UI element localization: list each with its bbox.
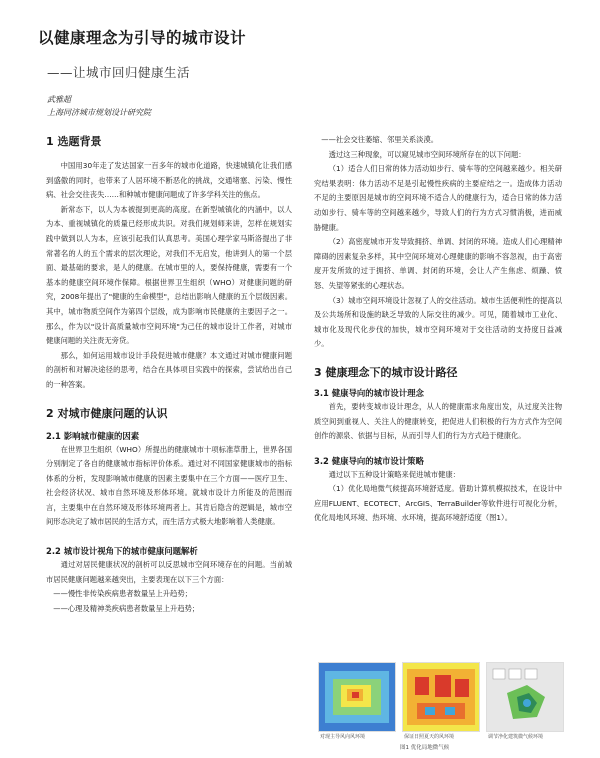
- figure-caption-left: 对现主导风向风环境: [320, 734, 366, 740]
- paragraph: 在世界卫生组织（WHO）所提出的健康城市十项标准草册上，世界各国分别制定了各自的健康城市指标评价体系。通过对不同国家健康城市的指标体系的分析，发现影响城市健康的因素主要集中在三个方面——医疗卫生、社会经济状况、城市自然环境及形体环境。就城市设计力所能及的范围而言，主要集中在自然环境及形体环境两者上。其肯后隐含的逻辑是，城市空间形态决定了城市居民的生活方式，而生活方式极大地影响着人类健康。: [46, 444, 292, 527]
- paragraph: 首先，要转变城市设计理念，从人的健康需求角度出发，从过度关注物质空间到重视人、关注人的健康转变，把促进人们积极的行为方式作为空间创作的源泉、依据与目标，从而引导人们的行为方式趋于健康化。: [314, 401, 562, 441]
- subsection-2-1-heading: 2.1 影响城市健康的因素: [46, 430, 140, 441]
- figure-caption-right: 调节净化建筑微气候环境: [488, 734, 544, 740]
- subsection-3-1-heading: 3.1 健康导向的城市设计理念: [314, 387, 424, 398]
- article-title: 以健康理念为引导的城市设计: [38, 29, 247, 47]
- figure-1: [318, 662, 564, 752]
- paragraph: 通过以下五种设计策略来促进城市健康：: [328, 469, 460, 479]
- paragraph: （1）优化局地微气候提高环境舒适度。借助计算机模拟技术，在设计中应用FLUENT、ECOTECT、ArcGIS、TerraBuilder等软件进行可视化分析，优化局地风环境、热环境、水环境，提高环境舒适度（图1）。: [314, 484, 562, 523]
- subsection-2-2-heading: 2.2 城市设计视角下的城市健康问题解析: [46, 546, 198, 557]
- figure-title: 图1 优化局地微气候: [400, 745, 450, 751]
- list-item: ——心理及精神类疾病患者数量呈上升趋势；: [53, 603, 200, 613]
- figure-caption-middle: 保证日照夏天的风环境: [404, 734, 455, 740]
- wind-simulation-image: [318, 662, 396, 732]
- list-item: ——社会交往萎缩、邻里关系淡漠。: [321, 135, 439, 144]
- sunlight-simulation-image: [402, 662, 480, 732]
- author-org: 上海同济城市规划设计研究院: [47, 108, 151, 117]
- paragraph: 那么，如何运用城市设计手段促进城市健康？本文通过对城市健康问题的剖析和对解决途径的思考，结合在具体项目实践中的探索，尝试给出自己的一种答案。: [46, 350, 292, 389]
- section-3-heading: 3 健康理念下的城市设计路径: [314, 365, 458, 379]
- left-column: [46, 135, 292, 616]
- author-block: [47, 93, 151, 119]
- paragraph: 透过这三种现象，可以窥见城市空间环境所存在的以下问题：: [328, 149, 526, 159]
- microclimate-simulation-image: [486, 662, 564, 732]
- author-name: 武雅超: [47, 95, 71, 104]
- paragraph: 通过对居民健康状况的剖析可以反思城市空间环境存在的问题。当前城市居民健康问题越来越突出，主要表现在以下三个方面：: [46, 560, 292, 584]
- right-column: [314, 133, 562, 526]
- paragraph: 新常态下，以人为本被提到更高的高度。在新型城镇化的内涵中，以人为本、重视城镇化的质量已经形成共识。对我们规划师来讲，怎样在规划实践中做到以人为本，应该引起我们认真思考。美国心理学家马斯洛提出了非常著名的人的五个需求的层次理论，对我们不无启发，他讲到人的第一个层面、最基础的要求，是人的健康。在城市里的人，要保持健康，需要有一个基本的健康空间环境作保障。根据世界卫生组织（WHO）对健康问题的研究，2008年提出了"健康的生命模型"，总结出影响人健康的五个层级因素。其中，城市物质空间作为第四个层级，成为影响市民健康的主要因子之一。那么，作为以"设计高质量城市空间环境"为己任的城市设计工作者，对城市健康问题的关注责无旁贷。: [46, 204, 292, 346]
- paragraph: （1）适合人们日常的体力活动如步行、骑车等的空间越来越少。相关研究结果表明：体力活动不足是引起慢性疾病的主要症结之一。造成体力活动不足的主要原因是城市的空间环境不适合人的健康行为，适合日常的体力活动如步行、骑车等的空间越来越少，导致人们的行为方式习惯消极，进而威胁健康。: [314, 164, 562, 232]
- paragraph: （3）城市空间环境设计忽视了人的交往活动。城市生活便利性的提高以及公共场所和设施的缺乏导致的人际交往的减少。可见，随着城市工业化、城市化及现代化步伐的加快，城市空间环境对于交往活动的支持度日益减少。: [314, 295, 562, 349]
- list-item: ——慢性非传染疾病患者数量呈上升趋势；: [53, 589, 192, 599]
- section-2-heading: 2 对城市健康问题的认识: [46, 406, 168, 420]
- paragraph: （2）高密度城市开发导致拥挤、单调、封闭的环境。造成人们心理精神障碍的因素复杂多样，其中空间环境对心理健康的影响不容忽视，由于高密度开发所致的过于拥挤、单调、封闭的环境，会让人产生焦虑、烦躁、愤怒、失望等紧张的心理状态。: [314, 237, 562, 290]
- paragraph: 中国用30年走了发达国家一百多年的城市化道路，快速城镇化让我们感到盛傲的同时，也带来了人居环境不断恶化的挑战，交通堵塞、污染、慢性病、社会交往丧失……和种城市健康问题成了许多学科关注的焦点。: [46, 161, 292, 200]
- section-1-heading: 1 选题背景: [46, 135, 102, 148]
- subsection-3-2-heading: 3.2 健康导向的城市设计策略: [314, 455, 424, 466]
- article-subtitle: ——让城市回归健康生活: [47, 65, 191, 80]
